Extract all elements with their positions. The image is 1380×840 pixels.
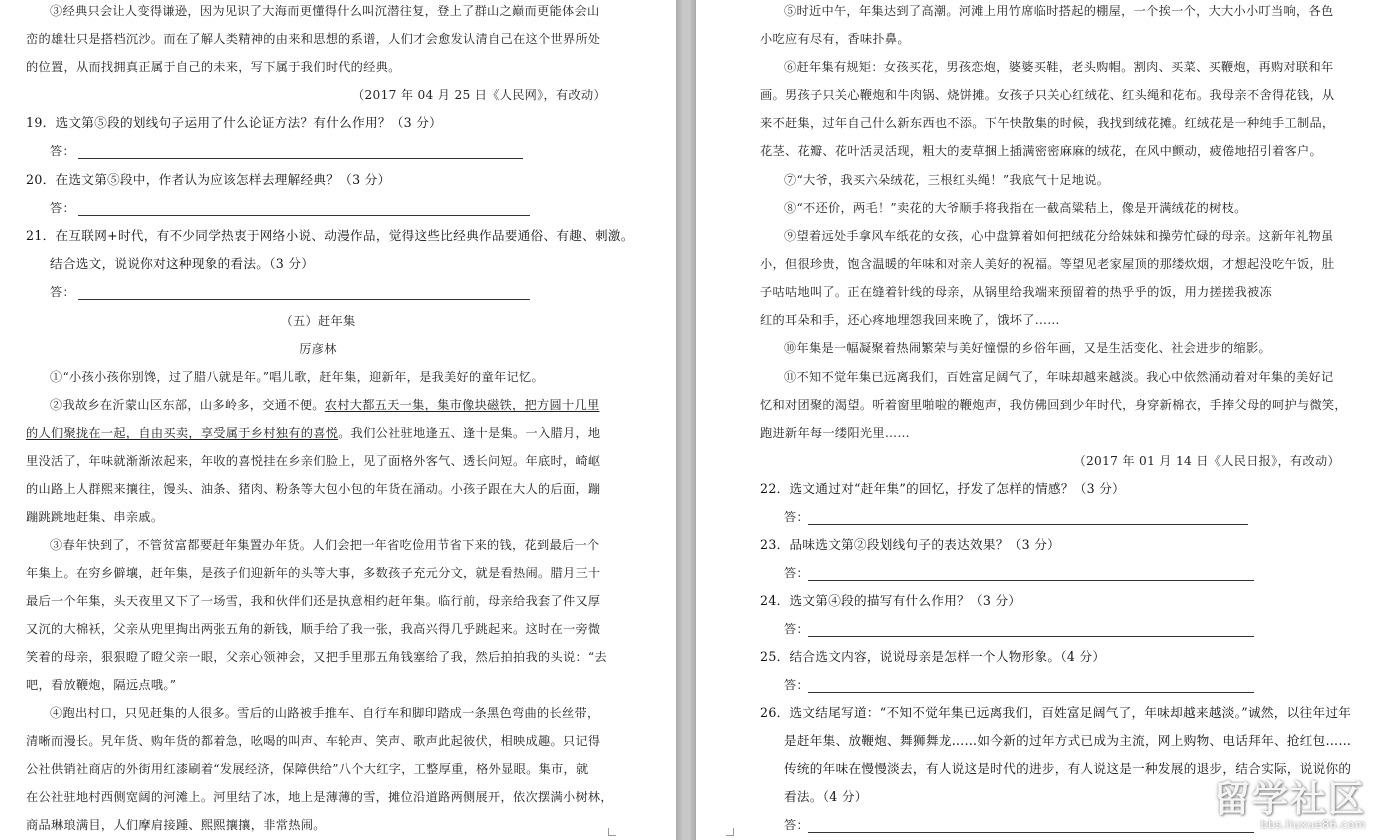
text-line: 的位置，从而找拥真正属于自己的未来，写下属于我们时代的经典。 [26, 60, 401, 74]
text-line: 子咕咕地叫了。正在缝着针线的母亲，从锅里给我端来预留着的热乎乎的饭，用力搓搓我被冻 [760, 285, 1272, 299]
question-26: 26．选文结尾写道：“不知不觉年集已远离我们，百姓富足阔气了，年味却越来越淡。”诚然，以往年过年 [760, 705, 1352, 720]
paragraph-7: ⑦“大爷，我买六朵绒花，三根红头绳！”我底气十足地说。 [784, 173, 1110, 187]
text-line: 忆和对团聚的渴望。听着窗里啪啦的鞭炮声，我仿佛回到少年时代，身穿新棉衣，手捧父母的呵护与微笑， [760, 398, 1347, 412]
source-citation: （2017 年 01 月 14 日《人民日报》，有改动） [1073, 454, 1340, 468]
text-line: ⑤时近中午，年集达到了高潮。河滩上用竹席临时搭起的棚屋，一个挨一个，大大小小叮当响，各色 [784, 4, 1334, 18]
text-line: ⑪不知不觉年集已远离我们，百姓富足阔气了，年味却越来越淡。我心中依然涌动着对年集的美好记 [784, 370, 1334, 384]
watermark-logo: 留学社区 [1213, 779, 1366, 820]
question-21: 21．在互联网+时代，有不少同学热衷于网络小说、动漫作品，觉得这些比经典作品要通俗、有趣、刺激。 [26, 228, 634, 243]
text-line: 吧，看放鞭炮，隔远点哦。” [26, 678, 177, 692]
text-line: ③春年快到了，不管贫富都要赶年集置办年货。人们会把一年省吃俭用节省下来的钱，花到最后一个 [50, 538, 600, 552]
source-citation: （2017 年 04 月 25 日《人民网》，有改动） [351, 88, 606, 102]
question-21-continued: 结合选文，说说你对这种现象的看法。（3 分） [50, 256, 315, 271]
text-line: 小吃应有尽有，香味扑鼻。 [760, 32, 910, 46]
question-22: 22．选文通过对“赶年集”的回忆，抒发了怎样的情感？（3 分） [760, 481, 1126, 496]
answer-blank-24[interactable] [808, 636, 1254, 637]
answer-blank-22[interactable] [808, 524, 1248, 525]
question-24: 24．选文第④段的描写有什么作用？（3 分） [760, 593, 1022, 608]
text-line: 的山路上人群熙来攘往，馒头、油条、猪肉、粉条等大包小包的年货在涌动。小孩子跟在大人的后面，蹦 [26, 482, 601, 496]
site-watermark [1196, 779, 1366, 834]
watermark-url: bbs.liuxue86.com [1260, 818, 1366, 831]
paragraph-2-line [26, 425, 600, 441]
page-corner-mark [726, 828, 734, 836]
answer-label: 答： [50, 285, 75, 299]
paragraph-2-text: 。我们公社驻地逢五、逢十是集。一入腊月，地 [338, 426, 601, 440]
underlined-sentence: 农村大都五天一集，集市像块磁铁，把方圆十几里 [324, 398, 600, 412]
text-line: 最后一个年集，头天夜里又下了一场雪，我和伙伴们还是执意相约赶年集。临行前，母亲给我套了件又厚 [26, 594, 601, 608]
answer-label: 答： [784, 678, 809, 692]
answer-blank-21[interactable] [78, 299, 530, 300]
question-26-continued: 传统的年味在慢慢淡去，有人说这是时代的进步，有人说这是一种发展的退步，结合实际，说说你的 [784, 761, 1352, 776]
text-line: ⑨望着远处手拿风车纸花的女孩，心中盘算着如何把绒花分给妹妹和操劳忙碌的母亲。这新年礼物虽 [784, 229, 1334, 243]
text-line: 公社供销社商店的外街用红漆刷着“发展经济，保障供给”八个大红字，工整厚重，格外显眼。集市，就 [26, 762, 589, 776]
question-26-continued: 是赶年集、放鞭炮、舞狮舞龙……如今新的过年方式已成为主流，网上购物、电话拜年、抢红包…… [784, 733, 1352, 748]
text-line: 花茎、花瓣、花叶活灵活现，粗大的麦草捆上插满密密麻麻的绒花，在风中颤动，疲倦地招引着客户。 [760, 144, 1322, 158]
paragraph-8: ⑧“不还价，两毛！”卖花的大爷顺手将我指在一截高粱秸上，像是开满绒花的树枝。 [784, 201, 1247, 215]
article-title: （五）赶年集 [280, 314, 356, 328]
question-19: 19．选文第⑤段的划线句子运用了什么论证方法？有什么作用？（3 分） [26, 115, 443, 130]
text-line: 小，但很珍贵，饱含温暖的年味和对亲人美好的祝福。等望见老家屋顶的那缕炊烟，才想起没吃午饭，肚 [760, 257, 1335, 271]
question-25: 25．结合选文内容，说说母亲是怎样一个人物形象。（4 分） [760, 649, 1106, 664]
question-20: 20．在选文第⑤段中，作者认为应该怎样去理解经典？（3 分） [26, 172, 391, 187]
text-line: 跑进新年每一缕阳光里…… [760, 426, 910, 440]
underlined-sentence: 的人们聚拢在一起，自由买卖，享受属于乡村独有的喜悦 [26, 426, 339, 440]
left-page [0, 0, 676, 840]
answer-label: 答： [50, 201, 75, 215]
question-26-continued: 看法。（4 分） [784, 789, 868, 804]
page-gutter [676, 0, 696, 840]
text-line: 峦的雄壮只是搭档沉沙。而在了解人类精神的由来和思想的系谱，人们才会愈发认清自己在这个世界所处 [26, 32, 601, 46]
right-page [696, 0, 1380, 840]
text-line: ⑥赶年集有规矩：女孩买花，男孩恋炮，婆婆买鞋，老头购帽。割肉、买菜、买鞭炮，再购对联和年 [784, 60, 1334, 74]
text-line: 里没活了，年味就渐渐浓起来，年收的喜悦挂在乡亲们脸上，见了面格外客气、透长问短。年底时，崎岖 [26, 454, 601, 468]
article-author: 厉彦林 [299, 342, 337, 356]
answer-blank-25[interactable] [808, 692, 1254, 693]
paragraph-2-line [50, 397, 599, 413]
text-line: ③经典只会让人变得谦逊，因为见识了大海而更懂得什么叫沉潜往复，登上了群山之巅而更能体会山 [50, 4, 600, 18]
text-line: 商品琳琅满目，人们摩肩接踵、熙熙攘攘，非常热闹。 [26, 818, 326, 832]
text-line: 画。男孩子只关心鞭炮和牛肉锅、烧饼摊。女孩子只关心红绒花、红头绳和花布。我母亲不舍得花钱，从 [760, 88, 1335, 102]
page-corner-mark [608, 828, 616, 836]
answer-blank-23[interactable] [808, 580, 1254, 581]
text-line: 又沉的大棉袄，父亲从兜里掏出两张五角的新钱，顺手给了我一张，我高兴得几乎跳起来。这时在一旁微 [26, 622, 601, 636]
answer-blank-26[interactable] [808, 832, 1254, 833]
text-line: 年集上。在穷乡僻壤，赶年集，是孩子们迎新年的头等大事，多数孩子充元分文，就是看热闹。腊月三十 [26, 566, 601, 580]
text-line: 笑着的母亲，狠狠瞪了瞪父亲一眼，父亲心领神会，又把手里那五角钱塞给了我，然后拍拍我的头说：“去 [26, 650, 607, 664]
text-line: ④跑出村口，只见赶集的人很多。雪后的山路被手推车、自行车和脚印踏成一条黑色弯曲的长丝带， [50, 706, 600, 720]
answer-label: 答： [784, 566, 809, 580]
text-line: 来不赶集，过年自己什么新东西也不添。下午快散集的时候，我找到绒花摊。红绒花是一种纯手工制品， [760, 116, 1335, 130]
paragraph-1: ①“小孩小孩你别馋，过了腊八就是年。”唱儿歌，赶年集，迎新年，是我美好的童年记忆。 [50, 370, 544, 384]
answer-label: 答： [50, 144, 75, 158]
paragraph-2-start: ②我故乡在沂蒙山区东部，山多岭多，交通不便。 [50, 398, 325, 412]
text-line: 在公社驻地村西侧宽阔的河滩上。河里结了冰，地上是薄薄的雪，摊位沿道路两侧展开，依次摆满小树林， [26, 790, 613, 804]
text-line: 清晰而漫长。旯年货、购年货的都着急，吆喝的叫声、车轮声、笑声、歌声此起彼伏，相映成趣。只记得 [26, 734, 601, 748]
question-23: 23．品味选文第②段划线句子的表达效果？（3 分） [760, 537, 1061, 552]
answer-blank-20[interactable] [78, 215, 530, 216]
answer-blank-19[interactable] [78, 158, 523, 159]
answer-label: 答： [784, 622, 809, 636]
text-line: 红的耳朵和手，还心疼地埋怨我回来晚了，饿坏了…… [760, 313, 1060, 327]
paragraph-10: ⑩年集是一幅凝聚着热闹繁荣与美好憧憬的乡俗年画，又是生活变化、社会进步的缩影。 [784, 341, 1272, 355]
text-line: 蹦跳跳地赶集、串亲戚。 [26, 510, 164, 524]
answer-label: 答： [784, 510, 809, 524]
answer-label: 答： [784, 818, 809, 832]
